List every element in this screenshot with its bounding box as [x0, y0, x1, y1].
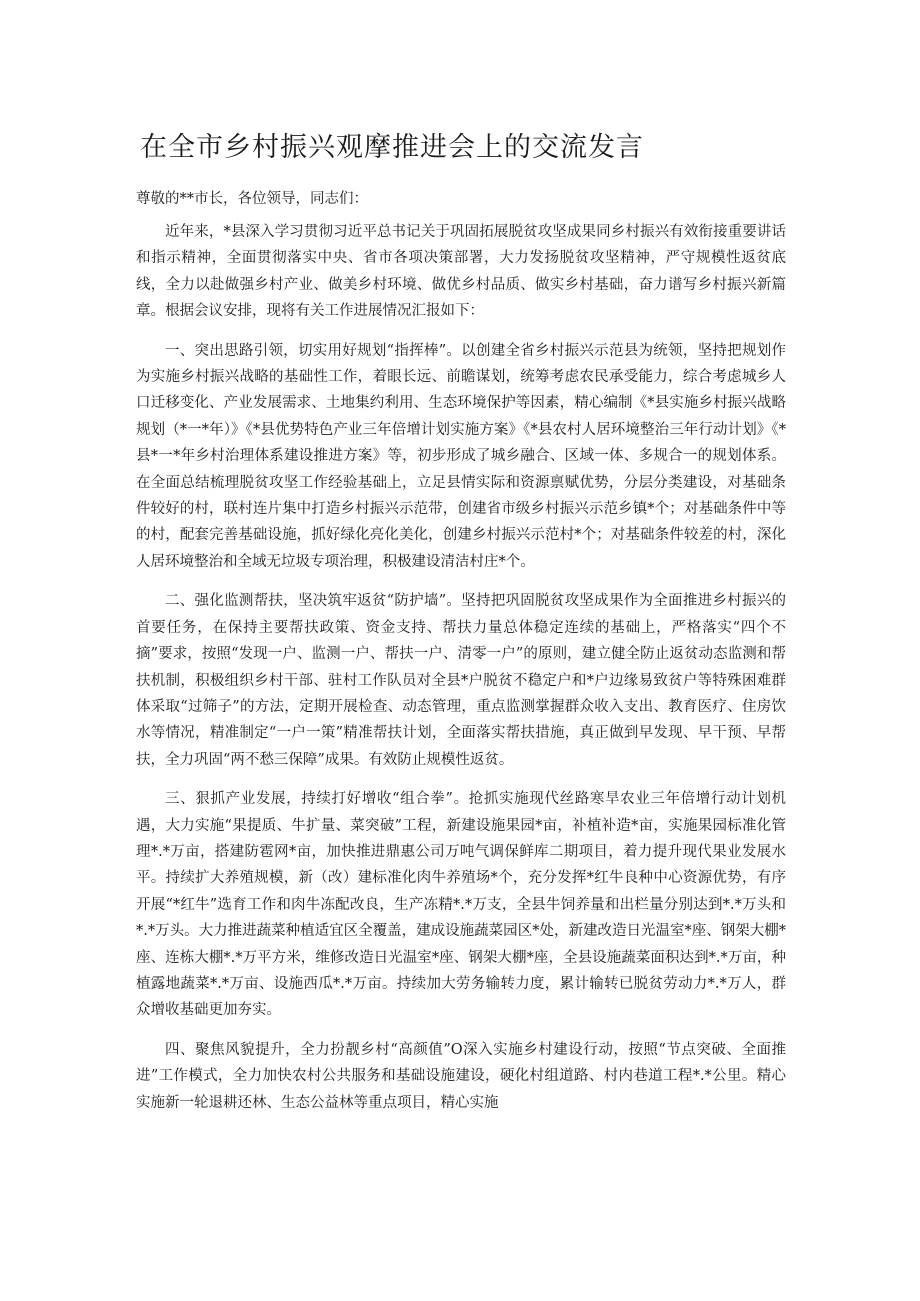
document-title: 在全市乡村振兴观摩推进会上的交流发言: [140, 132, 644, 163]
salutation: 尊敬的**市长，各位领导，同志们：: [136, 191, 368, 207]
paragraph-section-2: 二、强化监测帮扶，坚决筑牢返贫“防护墙”。坚持把巩固脱贫攻坚成果作为全面推进乡村振兴的首要任务，在保持主要帮扶政策、资金支持、帮扶力量总体稳定连续的基础上，严格落实“四个不摘”要求，按照“发现一户、监测一户、帮扶一户、清零一户”的原则，建立健全防止返贫动态监测和帮扶机制，积极组织乡村干部、驻村工作队员对全县*户脱贫不稳定户和*户边缘易致贫户等特殊困难群体采取“过筛子”的方法，定期开展检查、动态管理，重点监测掌握群众收入支出、教育医疗、住房饮水等情况，精准制定“一户一策”精准帮扶计划，全面落实帮扶措施，真正做到早发现、早干预、早帮扶，全力巩固“两不愁三保障”成果。有效防止规模性返贫。: [136, 593, 786, 768]
paragraph-intro: 近年来，*县深入学习贯彻习近平总书记关于巩固拓展脱贫攻坚成果同乡村振兴有效衔接重要讲话和指示精神，全面贯彻落实中央、省市各项决策部署，大力发扬脱贫攻坚精神，严守规模性返贫底线，全力以赴做强乡村产业、做美乡村环境、做优乡村品质、做实乡村基础，奋力谱写乡村振兴新篇章。根据会议安排，现将有关工作进展情况汇报如下：: [136, 224, 786, 320]
document-page: [136, 128, 786, 1129]
paragraph-section-4: 四、聚焦风貌提升，全力扮靓乡村“高颜值”O深入实施乡村建设行动，按照“节点突破、全面推进”工作模式，全力加快农村公共服务和基础设施建设，硬化村组道路、村内巷道工程*.*公里。精心实施新一轮退耕还林、生态公益林等重点项目，精心实施: [136, 1041, 786, 1111]
paragraph-section-3: 三、狠抓产业发展，持续打好增收“组合拳”。抢抓实施现代丝路寒旱农业三年倍增行动计划机遇，大力实施“果提质、牛扩量、菜突破”工程，新建设施果园*亩，补植补造*亩，实施果园标准化管理*.*万亩，搭建防雹网*亩，加快推进鼎惠公司万吨气调保鲜库二期项目，着力提升现代果业发展水平。持续扩大养殖规模，新（改）建标准化肉牛养殖场*个，充分发挥*红牛良种中心资源优势，有序开展“*红牛”选育工作和肉牛冻配改良，生产冻精*.*万支，全县牛饲养量和出栏量分别达到*.*万头和*.*万头。大力推进蔬菜种植适宜区全覆盖，建成设施蔬菜园区*处，新建改造日光温室*座、钢架大棚*座、连栋大棚*.*万平方米，维修改造日光温室*座、钢架大棚*座，全县设施蔬菜面积达到*.*万亩，种植露地蔬菜*.*万亩、设施西瓜*.*万亩。持续加大劳务输转力度，累计输转已脱贫劳动力*.*万人，群众增收基础更加夯实。: [136, 791, 786, 1019]
paragraph-section-1: 一、突出思路引领，切实用好规划“指挥棒”。以创建全省乡村振兴示范县为统领，坚持把规划作为实施乡村振兴战略的基础性工作，着眼长远、前瞻谋划，统筹考虑农民承受能力，综合考虑城乡人口迁移变化、产业发展需求、土地集约利用、生态环境保护等因素，精心编制《*县实施乡村振兴战略规划（*一*年）》《*县优势特色产业三年倍增计划实施方案》《*县农村人居环境整治三年行动计划》《*县*一*年乡村治理体系建设推进方案》等，初步形成了城乡融合、区域一体、多规合一的规划体系。在全面总结梳理脱贫攻坚工作经验基础上，立足县情实际和资源禀赋优势，分层分类建设，对基础条件较好的村，联村连片集中打造乡村振兴示范带，创建省市级乡村振兴示范乡镇*个；对基础条件中等的村，配套完善基础设施，抓好绿化亮化美化，创建乡村振兴示范村*个；对基础条件较差的村，深化人居环境整治和全域无垃圾专项治理，积极建设清洁村庄*个。: [136, 342, 786, 570]
